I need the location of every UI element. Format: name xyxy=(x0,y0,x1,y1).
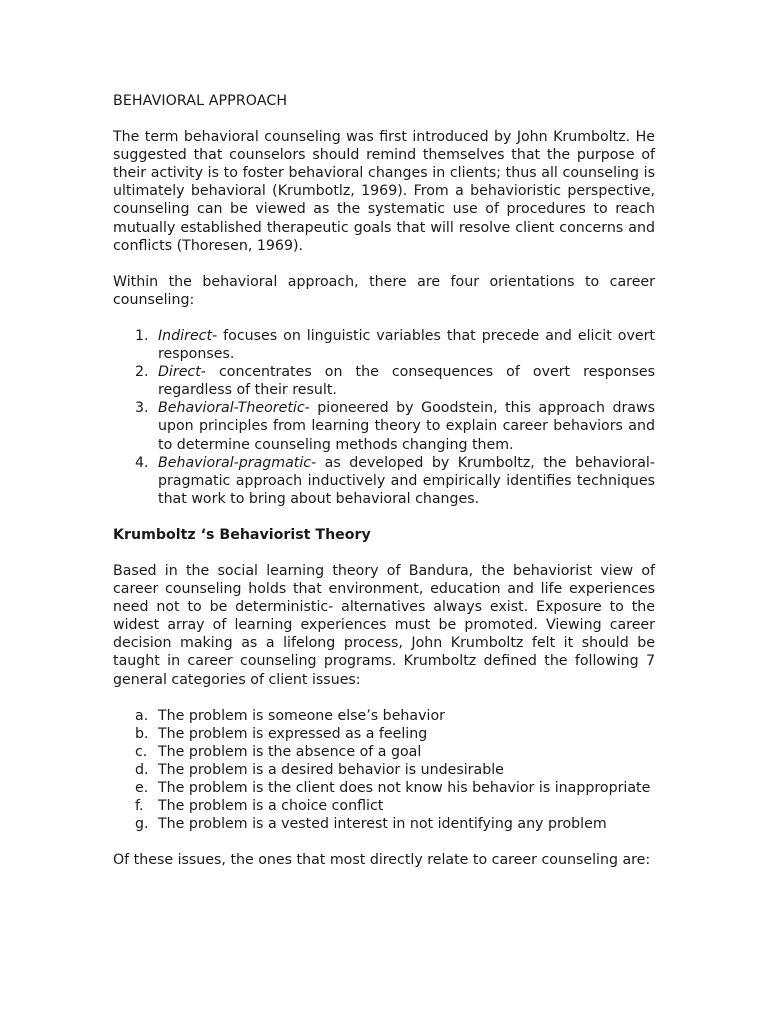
issue-text: The problem is a choice conflict xyxy=(158,798,384,815)
list-marker: 2. xyxy=(135,364,149,381)
issue-text: The problem is someone else’s behavior xyxy=(158,707,445,724)
list-item xyxy=(113,725,655,743)
list-marker: 4. xyxy=(135,454,149,471)
list-item xyxy=(113,815,655,833)
list-item xyxy=(113,327,655,363)
list-marker: c. xyxy=(135,743,148,760)
list-marker: d. xyxy=(135,761,149,778)
list-item xyxy=(113,399,655,453)
orientation-description: - concentrates on the consequences of overt responses regardless of their result. xyxy=(158,364,655,399)
section-heading: Krumboltz ‘s Behaviorist Theory xyxy=(113,526,371,543)
list-item xyxy=(113,707,655,725)
list-item xyxy=(113,761,655,779)
orientation-term: Indirect xyxy=(158,327,213,344)
list-item xyxy=(113,743,655,761)
list-marker: 3. xyxy=(135,400,149,417)
issue-text: The problem is a desired behavior is undesirable xyxy=(158,761,504,778)
list-item xyxy=(113,454,655,508)
orientation-term: Behavioral-Theoretic xyxy=(158,400,305,417)
list-item xyxy=(113,779,655,797)
document-page xyxy=(113,92,655,869)
orientation-term: Behavioral-pragmatic xyxy=(158,454,312,471)
orientation-description: - as developed by Krumboltz, the behavioral-pragmatic approach inductively and empirically identifies techniques that work to bring about behavioral changes. xyxy=(158,454,655,507)
list-marker: a. xyxy=(135,707,149,724)
list-item xyxy=(113,797,655,815)
issue-text: The problem is the absence of a goal xyxy=(158,743,422,760)
orientations-intro: Within the behavioral approach, there are four orientations to career counseling: xyxy=(113,273,655,308)
orientations-list xyxy=(113,327,655,508)
issue-text: The problem is expressed as a feeling xyxy=(158,725,428,742)
list-item xyxy=(113,363,655,399)
issues-list xyxy=(113,707,655,834)
theory-paragraph: Based in the social learning theory of Bandura, the behaviorist view of career counseling holds that environment, education and life experiences need not to be deterministic- alternatives always exist. Exposure to the widest array of learning experiences must be promoted. Viewing career decision making as a lifelong process, John Krumboltz felt it should be taught in career counseling programs. Krumboltz defined the following 7 general categories of client issues: xyxy=(113,562,655,688)
issue-text: The problem is the client does not know his behavior is inappropriate xyxy=(158,780,651,796)
orientation-description: - pioneered by Goodstein, this approach draws upon principles from learning theory to explain career behaviors and to determine counseling methods changing them. xyxy=(158,400,655,453)
list-marker: b. xyxy=(135,725,149,742)
orientation-description: - focuses on linguistic variables that precede and elicit overt responses. xyxy=(158,327,655,363)
issue-text: The problem is a vested interest in not identifying any problem xyxy=(158,816,607,833)
list-marker: f. xyxy=(135,798,144,815)
closing-paragraph: Of these issues, the ones that most directly relate to career counseling are: xyxy=(113,852,651,869)
list-marker: g. xyxy=(135,816,149,833)
document-title: BEHAVIORAL APPROACH xyxy=(113,93,288,109)
intro-paragraph: The term behavioral counseling was first introduced by John Krumboltz. He suggested that counselors should remind themselves that the purpose of their activity is to foster behavioral changes in clients; thus all counseling is ultimately behavioral (Krumbotlz, 1969). From a behavioristic perspective, counseling can be viewed as the systematic use of procedures to reach mutually established therapeutic goals that will resolve client concerns and conflicts (Thoresen, 1969). xyxy=(113,129,655,254)
list-marker: e. xyxy=(135,780,149,796)
list-marker: 1. xyxy=(135,327,149,344)
orientation-term: Direct xyxy=(158,364,201,381)
